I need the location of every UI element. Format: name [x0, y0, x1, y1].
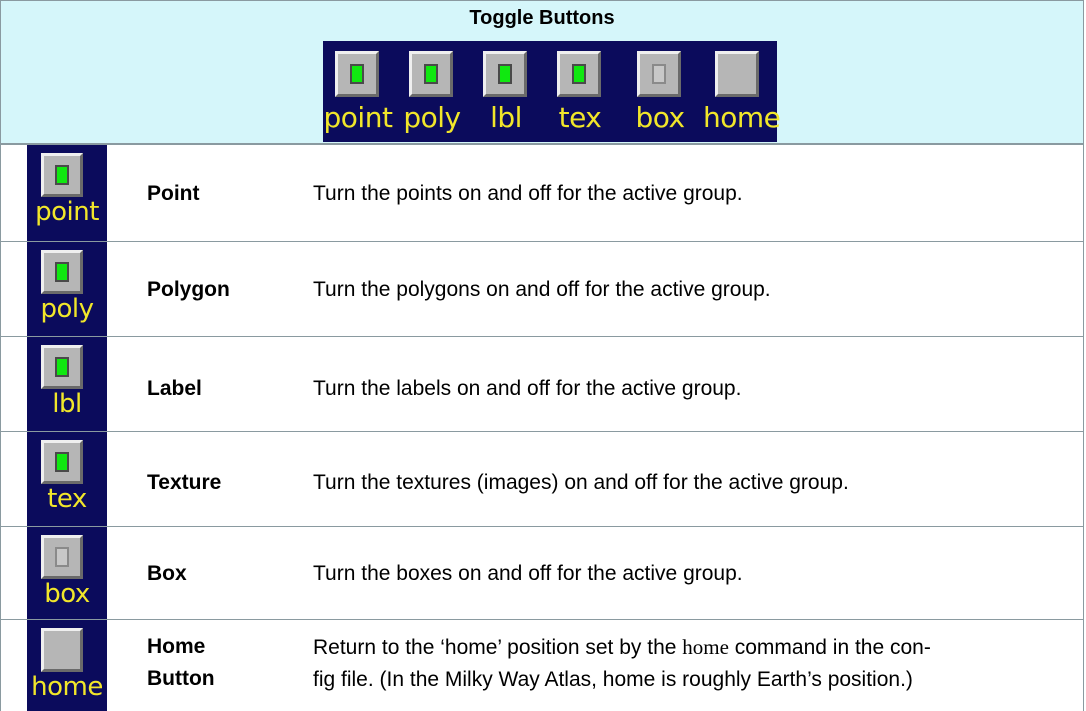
table-row: [0, 144, 1084, 242]
row-name: Point: [147, 182, 200, 205]
point-button-label: point: [323, 101, 393, 134]
toggle-toolbar: [323, 41, 781, 142]
box-toggle-button[interactable]: [625, 41, 695, 142]
lbl-toggle-button[interactable]: [471, 41, 541, 142]
row-description: Turn the points on and off for the active group.: [313, 182, 743, 205]
button-tile-icon: [409, 51, 453, 97]
poly-toggle-button[interactable]: [397, 41, 467, 142]
button-tile-icon: [335, 51, 379, 97]
box-toggle-icon: [27, 527, 107, 619]
home-tile-icon: [715, 51, 759, 97]
toggle-indicator-icon: [350, 64, 364, 84]
poly-button-label: poly: [403, 101, 461, 134]
home-command-text: home: [682, 635, 729, 659]
toggle-indicator-icon: [55, 262, 69, 282]
lbl-toggle-icon: [27, 337, 107, 431]
point-toggle-button[interactable]: [323, 41, 393, 142]
row-description-line2: fig file. (In the Milky Way Atlas, home is roughly Earth’s position.): [313, 668, 913, 691]
table-row: [0, 619, 1084, 711]
box-button-label: box: [635, 101, 685, 134]
button-tile-icon: [637, 51, 681, 97]
button-tile-icon: [41, 440, 83, 484]
icon-label: box: [44, 579, 90, 609]
toggle-indicator-icon: [572, 64, 586, 84]
icon-label: lbl: [52, 389, 82, 419]
toggle-indicator-icon: [55, 452, 69, 472]
row-description: Turn the boxes on and off for the active group.: [313, 562, 743, 585]
table-row: [0, 431, 1084, 527]
button-tile-icon: [41, 250, 83, 294]
toggle-indicator-icon: [652, 64, 666, 84]
lbl-button-label: lbl: [490, 101, 522, 134]
button-tile-icon: [557, 51, 601, 97]
home-tile-icon: [41, 628, 83, 672]
home-button[interactable]: [703, 41, 781, 142]
tex-toggle-button[interactable]: [545, 41, 615, 142]
row-name-line2: Button: [147, 667, 215, 690]
row-name: Texture: [147, 471, 222, 494]
home-toggle-icon: [27, 620, 107, 711]
icon-label: home: [31, 672, 103, 702]
tex-button-label: tex: [558, 101, 602, 134]
page-title: Toggle Buttons: [469, 7, 615, 29]
poly-toggle-icon: [27, 242, 107, 336]
row-description: [313, 631, 1075, 696]
toggle-indicator-icon: [55, 547, 69, 567]
toggle-buttons-header: [0, 0, 1084, 144]
toggle-indicator-icon: [424, 64, 438, 84]
icon-label: tex: [47, 484, 87, 514]
row-name: Box: [147, 562, 187, 585]
row-name-line1: Home: [147, 635, 206, 658]
table-row: [0, 241, 1084, 337]
toggle-indicator-icon: [498, 64, 512, 84]
row-description-line1: [313, 631, 1075, 664]
icon-label: point: [35, 197, 99, 227]
toggle-indicator-icon: [55, 165, 69, 185]
tex-toggle-icon: [27, 432, 107, 526]
table-row: [0, 526, 1084, 620]
row-name: Label: [147, 377, 202, 400]
home-button-label: home: [703, 101, 781, 134]
button-tile-icon: [41, 535, 83, 579]
row-description: Turn the textures (images) on and off for the active group.: [313, 471, 849, 494]
toggle-indicator-icon: [55, 357, 69, 377]
button-tile-icon: [41, 153, 83, 197]
icon-label: poly: [40, 294, 94, 324]
button-tile-icon: [483, 51, 527, 97]
row-description: Turn the labels on and off for the active group.: [313, 377, 742, 400]
table-row: [0, 336, 1084, 432]
button-tile-icon: [41, 345, 83, 389]
desc-text: Return to the ‘home’ position set by the: [313, 636, 683, 659]
point-toggle-icon: [27, 145, 107, 241]
desc-text: command in the con-: [728, 636, 931, 659]
row-name: Polygon: [147, 278, 230, 301]
row-description: Turn the polygons on and off for the active group.: [313, 278, 771, 301]
row-name: [147, 631, 215, 695]
